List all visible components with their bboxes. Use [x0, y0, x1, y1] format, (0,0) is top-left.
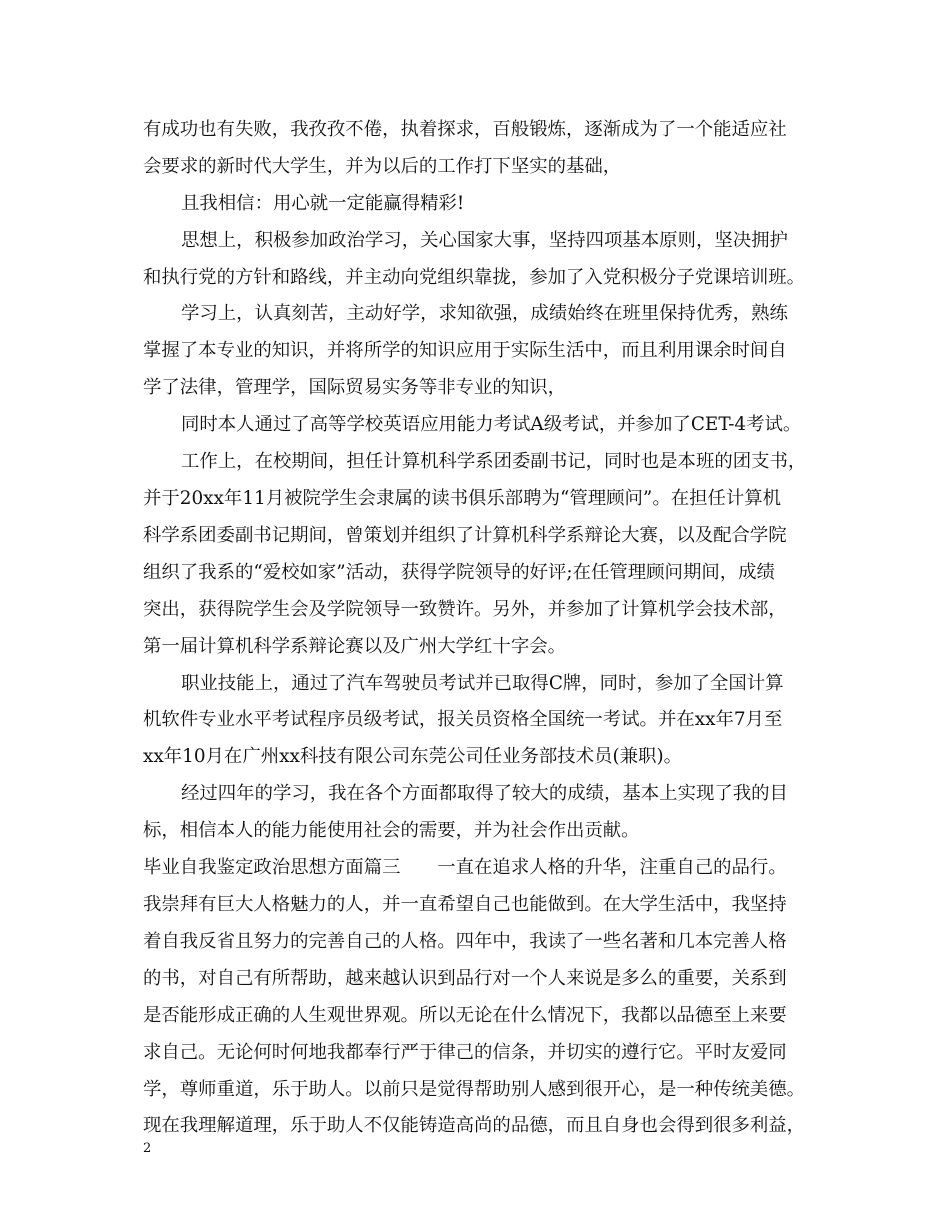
text-line: 学了法律，管理学，国际贸易实务等非专业的知识，: [143, 377, 566, 398]
text-line: 经过四年的学习，我在各个方面都取得了较大的成绩，基本上实现了我的目: [181, 783, 788, 804]
text-line: 第一届计算机科学系辩论赛以及广州大学红十字会。: [143, 636, 566, 657]
text-line: 求自己。无论何时何地我都奉行严于律己的信条，并切实的遵行它。平时友爱同: [143, 1042, 787, 1063]
text-line: 学，尊师重道，乐于助人。以前只是觉得帮助别人感到很开心，是一种传统美德。: [143, 1079, 806, 1100]
text-line: 的书，对自己有所帮助，越来越认识到品行对一个人来说是多么的重要，关系到: [143, 968, 787, 989]
text-line: 突出，获得院学生会及学院领导一致赞许。另外，并参加了计算机学会技术部，: [143, 599, 787, 620]
text-line: 学习上，认真刻苦，主动好学，求知欲强，成绩始终在班里保持优秀，熟练: [181, 303, 788, 324]
text-line: 是否能形成正确的人生观世界观。所以无论在什么情况下，我都以品德至上来要: [143, 1005, 787, 1026]
text-line: 现在我理解道理，乐于助人不仅能铸造高尚的品德，而且自身也会得到很多利益，: [143, 1115, 806, 1136]
text-line: 着自我反省且努力的完善自己的人格。四年中，我读了一些名著和几本完善人格: [143, 931, 787, 952]
text-line: 会要求的新时代大学生，并为以后的工作打下坚实的基础，: [143, 156, 622, 177]
text-line: 标，相信本人的能力能使用社会的需要，并为社会作出贡献。: [143, 820, 640, 841]
page-number: 2: [143, 1141, 152, 1156]
section-heading-line: 毕业自我鉴定政治思想方面篇三 一直在追求人格的升华，注重自己的品行。: [143, 857, 787, 878]
text-line: 思想上，积极参加政治学习，关心国家大事，坚持四项基本原则，坚决拥护: [181, 230, 788, 251]
text-line: xx年10月在广州xx科技有限公司东莞公司任业务部技术员(兼职)。: [143, 746, 683, 767]
text-line: 有成功也有失败，我孜孜不倦，执着探求，百般锻炼，逐渐成为了一个能适应社: [143, 119, 787, 140]
text-line: 且我相信：用心就一定能赢得精彩!: [181, 193, 465, 214]
text-line: 和执行党的方针和路线，并主动向党组织靠拢，参加了入党积极分子党课培训班。: [143, 267, 806, 288]
text-line: 掌握了本专业的知识，并将所学的知识应用于实际生活中，而且利用课余时间自: [143, 340, 787, 361]
text-line: 职业技能上，通过了汽车驾驶员考试并已取得C牌，同时，参加了全国计算: [181, 673, 784, 694]
text-line: 机软件专业水平考试程序员级考试，报关员资格全国统一考试。并在xx年7月至: [143, 709, 783, 730]
text-line: 并于20xx年11月被院学生会隶属的读书俱乐部聘为“管理顾问”。在担任计算机: [143, 488, 782, 509]
text-line: 科学系团委副书记期间，曾策划并组织了计算机科学系辩论大赛，以及配合学院: [143, 525, 787, 546]
text-line: 工作上，在校期间，担任计算机科学系团委副书记，同时也是本班的团支书，: [181, 451, 807, 472]
text-line: 组织了我系的“爱校如家”活动，获得学院领导的好评;在任管理顾问期间，成绩: [143, 562, 775, 583]
text-line: 我崇拜有巨大人格魅力的人，并一直希望自己也能做到。在大学生活中，我坚持: [143, 894, 787, 915]
text-line: 同时本人通过了高等学校英语应用能力考试A级考试，并参加了CET-4考试。: [181, 414, 802, 435]
